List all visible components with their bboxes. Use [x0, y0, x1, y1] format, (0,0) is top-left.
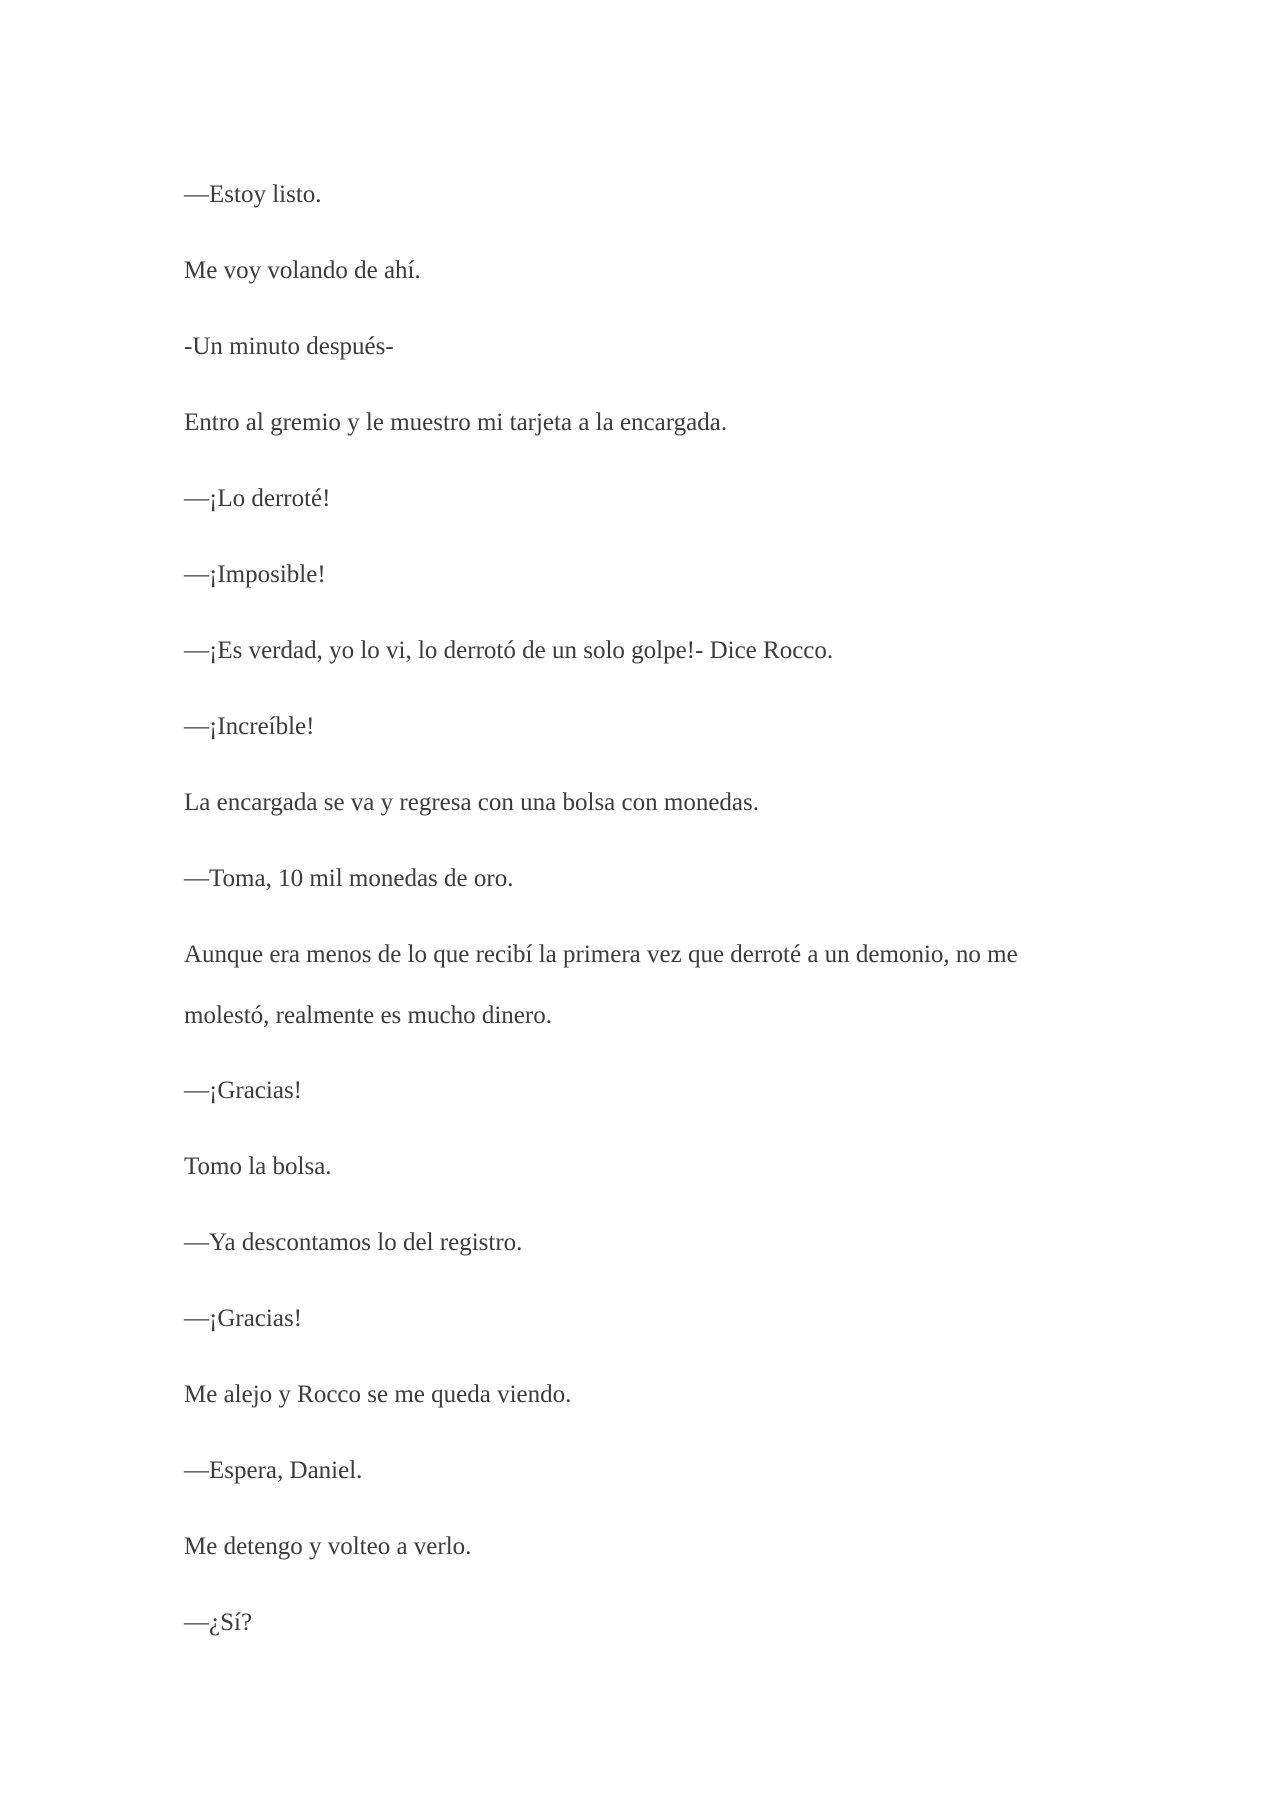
paragraph: La encargada se va y regresa con una bolsa con monedas.	[184, 789, 759, 816]
paragraph: Me voy volando de ahí.	[184, 257, 421, 284]
paragraph: Me alejo y Rocco se me queda viendo.	[184, 1381, 572, 1408]
paragraph: —Estoy listo.	[184, 181, 322, 208]
paragraph: —¡Lo derroté!	[184, 485, 331, 512]
paragraph: -Un minuto después-	[184, 333, 394, 360]
paragraph: Tomo la bolsa.	[184, 1153, 332, 1180]
paragraph: —¡Imposible!	[184, 561, 326, 588]
paragraph: Entro al gremio y le muestro mi tarjeta a la encargada.	[184, 409, 728, 436]
paragraph: Me detengo y volteo a verlo.	[184, 1533, 472, 1560]
paragraph: —¿Sí?	[184, 1609, 253, 1636]
paragraph: —Ya descontamos lo del registro.	[184, 1229, 523, 1256]
document-body	[184, 176, 1104, 1680]
paragraph: —¡Gracias!	[184, 1305, 302, 1332]
paragraph: —Espera, Daniel.	[184, 1457, 363, 1484]
paragraph: —¡Es verdad, yo lo vi, lo derrotó de un solo golpe!- Dice Rocco.	[184, 637, 834, 664]
paragraph: Aunque era menos de lo que recibí la primera vez que derroté a un demonio, no me molestó, realmente es mucho dinero.	[184, 941, 1018, 1029]
paragraph: —Toma, 10 mil monedas de oro.	[184, 865, 514, 892]
paragraph: —¡Increíble!	[184, 713, 315, 740]
paragraph: —¡Gracias!	[184, 1077, 302, 1104]
